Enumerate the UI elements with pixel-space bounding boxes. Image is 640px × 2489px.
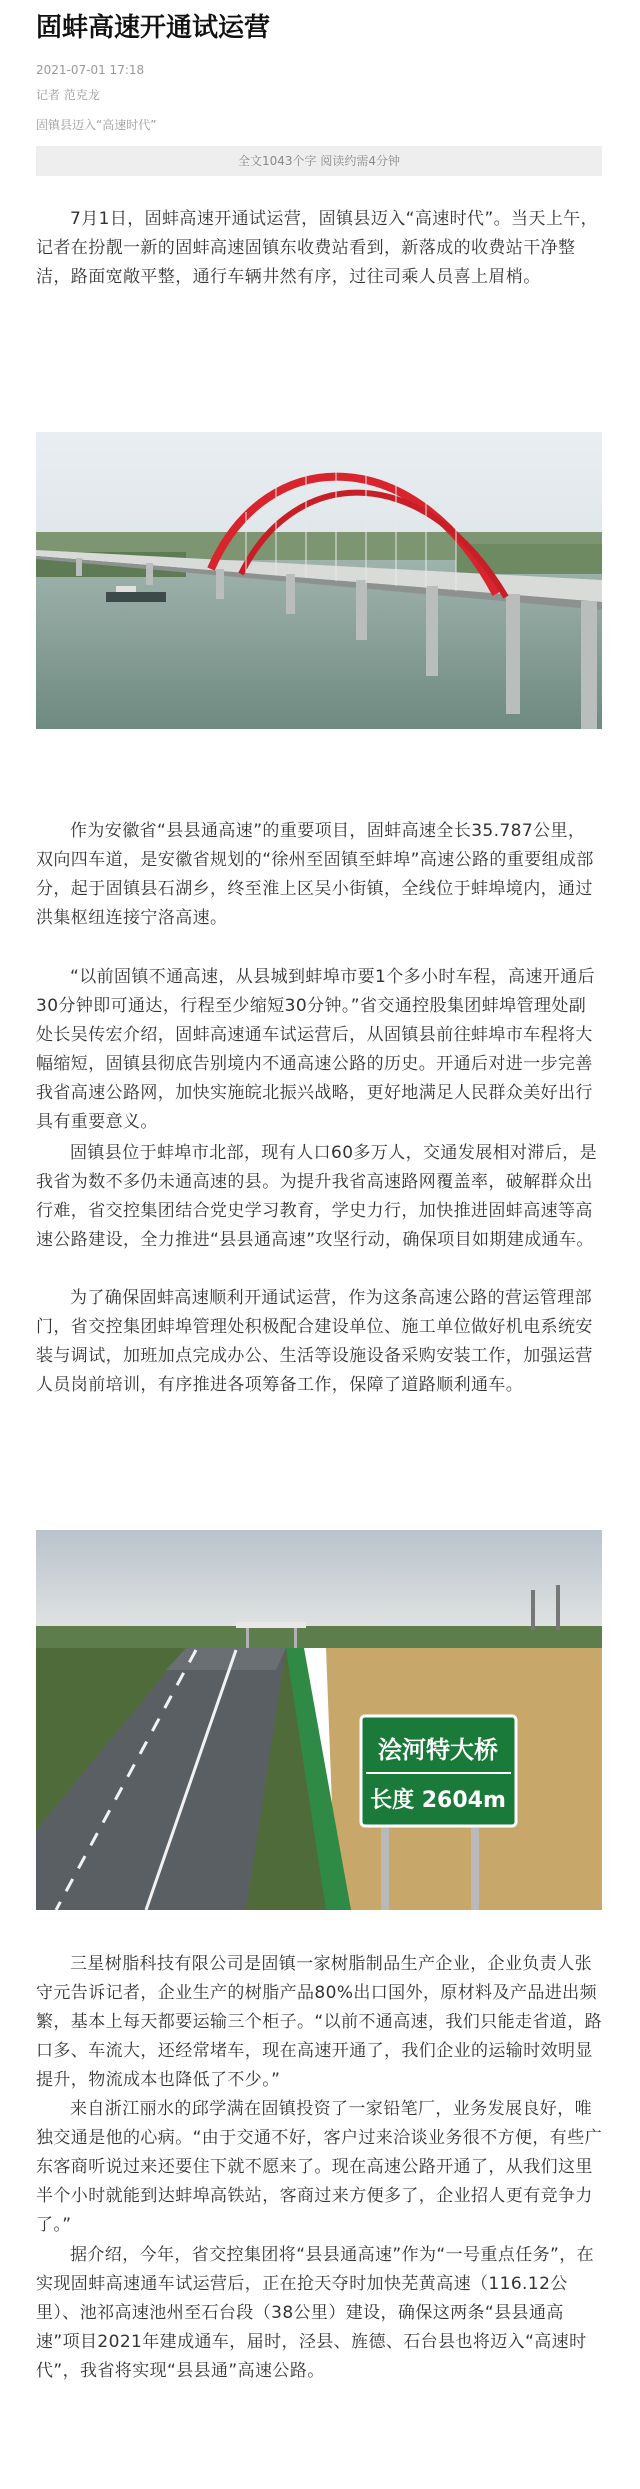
svg-text:长度 2604m: 长度 2604m — [370, 1788, 506, 1813]
bridge-arch-photo[interactable] — [36, 432, 602, 729]
bridge-name-sign — [361, 1716, 516, 1826]
article-paragraph: 7月1日，固蚌高速开通试运营，固镇县迈入“高速时代”。当天上午，记者在扮靓一新的固蚌高速固镇东收费站看到，新落成的收费站干净整洁，路面宽敞平整，通行车辆井然有序，过往司乘人员喜上眉梢。 — [36, 209, 599, 287]
highway-sign-photo[interactable] — [36, 1530, 602, 1910]
publish-date: 2021-07-01 17:18 — [36, 63, 145, 77]
article-paragraph: 固镇县位于蚌埠市北部，现有人口60多万人，交通发展相对滞后，是我省为数不多仍未通高速的县。为提升我省高速路网覆盖率，破解群众出行难，省交控集团结合党史学习教育，学史力行，加快推进固蚌高速等高速公路建设，全力推进“县县通高速”攻坚行动，确保项目如期建成通车。 — [36, 1143, 598, 1250]
read-info-bar: 全文1043个字 阅读约需4分钟 — [36, 146, 602, 176]
article-paragraph: 来自浙江丽水的邱学满在固镇投资了一家铅笔厂，业务发展良好，唯独交通是他的心病。“由于交通不好，客户过来洽谈业务很不方便，有些广东客商听说过来还要住下就不愿来了。现在高速公路开通了，从我们这里半个小时就能到达蚌埠高铁站，客商过来方便多了，企业招人更有竞争力了。” — [36, 2099, 603, 2235]
author-byline: 记者 范克龙 — [36, 88, 100, 102]
article-tag[interactable]: 固镇县迈入“高速时代” — [36, 118, 157, 132]
article-paragraph: 据介绍，今年，省交控集团将“县县通高速”作为“一号重点任务”，在实现固蚌高速通车试运营后，正在抢天夺时加快芜黄高速（116.12公里）、池祁高速池州至石台段（38公里）建设，确保这两条“县县通高速”项目2021年建成通车，届时，泾县、旌德、石台县也将迈入“高速时代”，我省将实现“县县通”高速公路。 — [36, 2245, 595, 2381]
svg-text:浍河特大桥: 浍河特大桥 — [378, 1736, 498, 1764]
article-paragraph: 为了确保固蚌高速顺利开通试运营，作为这条高速公路的营运管理部门，省交控集团蚌埠管理处积极配合建设单位、施工单位做好机电系统安装与调试，加班加点完成办公、生活等设施设备采购安装工作，加强运营人员岗前培训，有序推进各项筹备工作，保障了道路顺利通车。 — [36, 1288, 593, 1395]
page-title: 固蚌高速开通试运营 — [36, 13, 271, 43]
article-paragraph: “以前固镇不通高速，从县城到蚌埠市要1个多小时车程，高速开通后30分钟即可通达，行程至少缩短30分钟。”省交通控股集团蚌埠管理处副处长吴传宏介绍，固蚌高速通车试运营后，从固镇县前往蚌埠市车程将大幅缩短，固镇县彻底告别境内不通高速公路的历史。开通后对进一步完善我省高速公路网，加快实施皖北振兴战略，更好地满足人民群众美好出行具有重要意义。 — [36, 967, 596, 1132]
article-paragraph: 作为安徽省“县县通高速”的重要项目，固蚌高速全长35.787公里，双向四车道，是安徽省规划的“徐州至固镇至蚌埠”高速公路的重要组成部分，起于固镇县石湖乡，终至淮上区吴小街镇，全线位于蚌埠境内，通过洪集枢纽连接宁洛高速。 — [36, 821, 594, 928]
article-paragraph: 三星树脂科技有限公司是固镇一家树脂制品生产企业，企业负责人张守元告诉记者，企业生产的树脂产品80%出口国外，原材料及产品进出频繁，基本上每天都要运输三个柜子。“以前不通高速，我们只能走省道，路口多、车流大，还经常堵车，现在高速开通了，我们企业的运输时效明显提升，物流成本也降低了不少。” — [36, 1954, 603, 2090]
